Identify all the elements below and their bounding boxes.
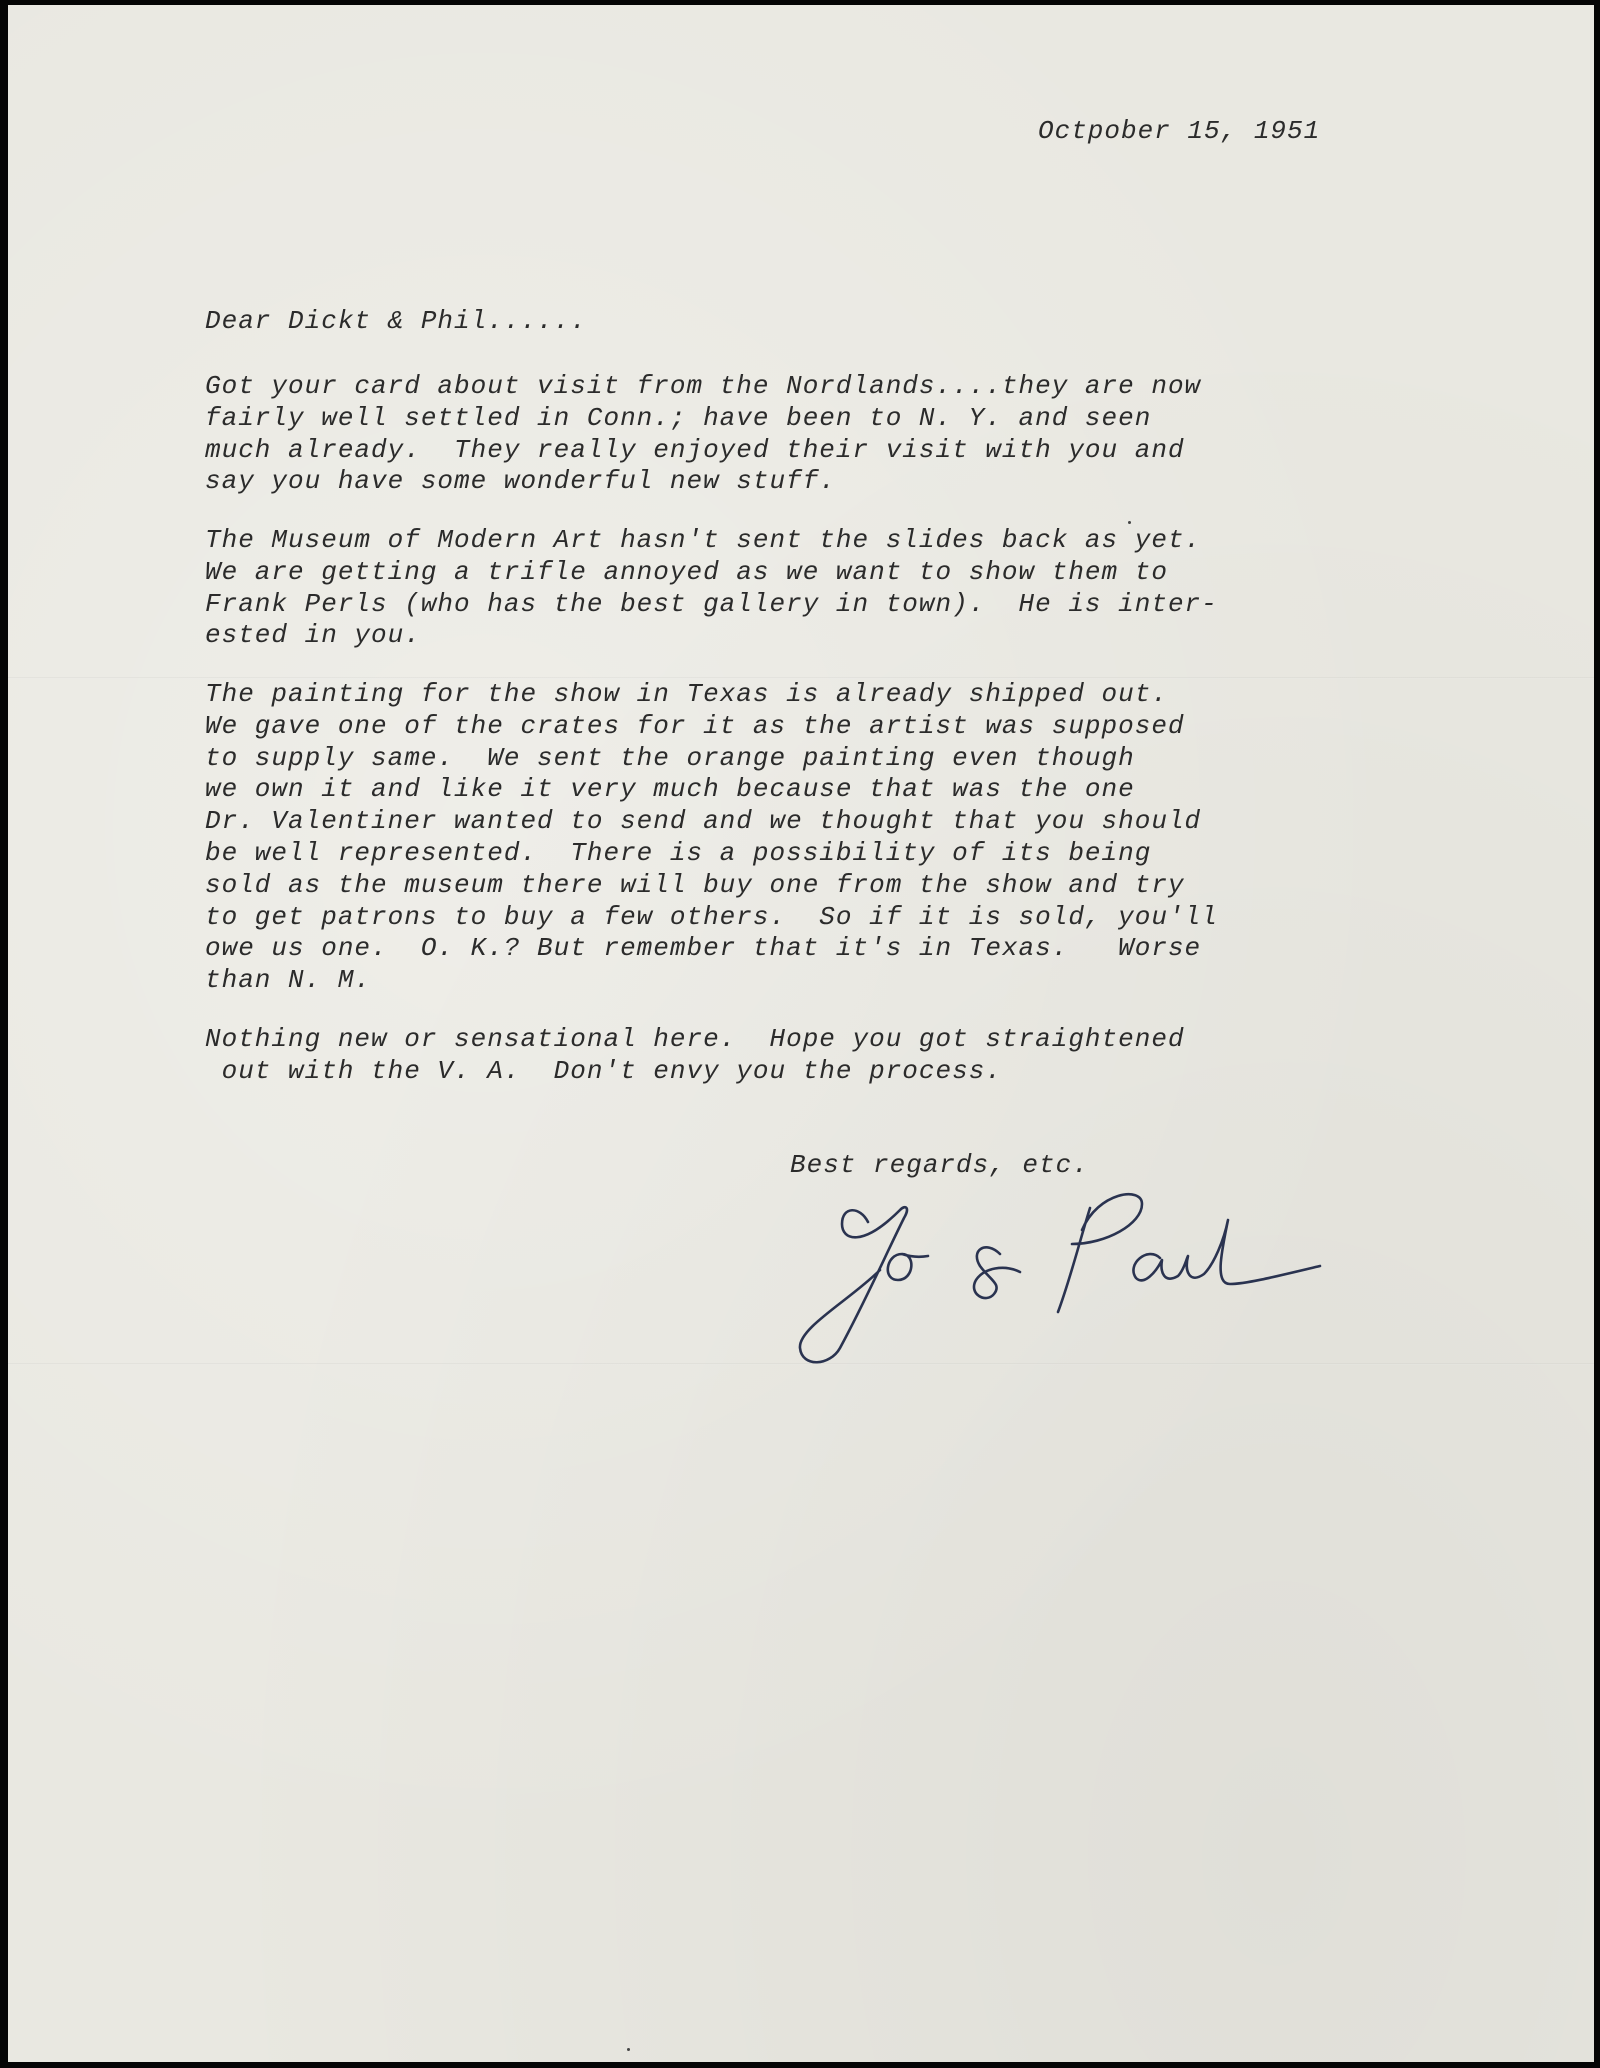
closing: Best regards, etc.: [790, 1150, 1089, 1180]
paragraph-museum-slides: The Museum of Modern Art hasn't sent the slides back as yet. We are getting a trifle annoyed as we want to show them to Frank Perls (who has the best gallery in town). He is inter- ested in you.: [205, 525, 1218, 651]
ink-speck: [1128, 521, 1131, 524]
paragraph-news: Nothing new or sensational here. Hope you got straightened out with the V. A. Don't envy you the process.: [205, 1024, 1185, 1086]
paragraph-texas-painting: The painting for the show in Texas is already shipped out. We gave one of the crates for it as the artist was supposed to supply same. We sent the orange painting even though we own it and like it very much because that was the one Dr. Valentiner wanted to send and we thought that you should be well represented. There is a possibility of its being sold as the museum there will buy one from the show and try to get patrons to buy a few others. So if it is sold, you'll owe us one. O. K.? But remember that it's in Texas. Worse than N. M.: [205, 679, 1218, 996]
salutation: Dear Dickt & Phil......: [205, 306, 587, 336]
handwritten-signature: [790, 1180, 1330, 1380]
paragraph-nordlands-visit: Got your card about visit from the Nordlands....they are now fairly well settled in Conn.; have been to N. Y. and seen much already. They really enjoyed their visit with you and say you have some wonderful new stuff.: [205, 371, 1202, 497]
letter-date: Octpober 15, 1951: [1038, 116, 1321, 146]
ink-speck: [627, 2048, 630, 2051]
